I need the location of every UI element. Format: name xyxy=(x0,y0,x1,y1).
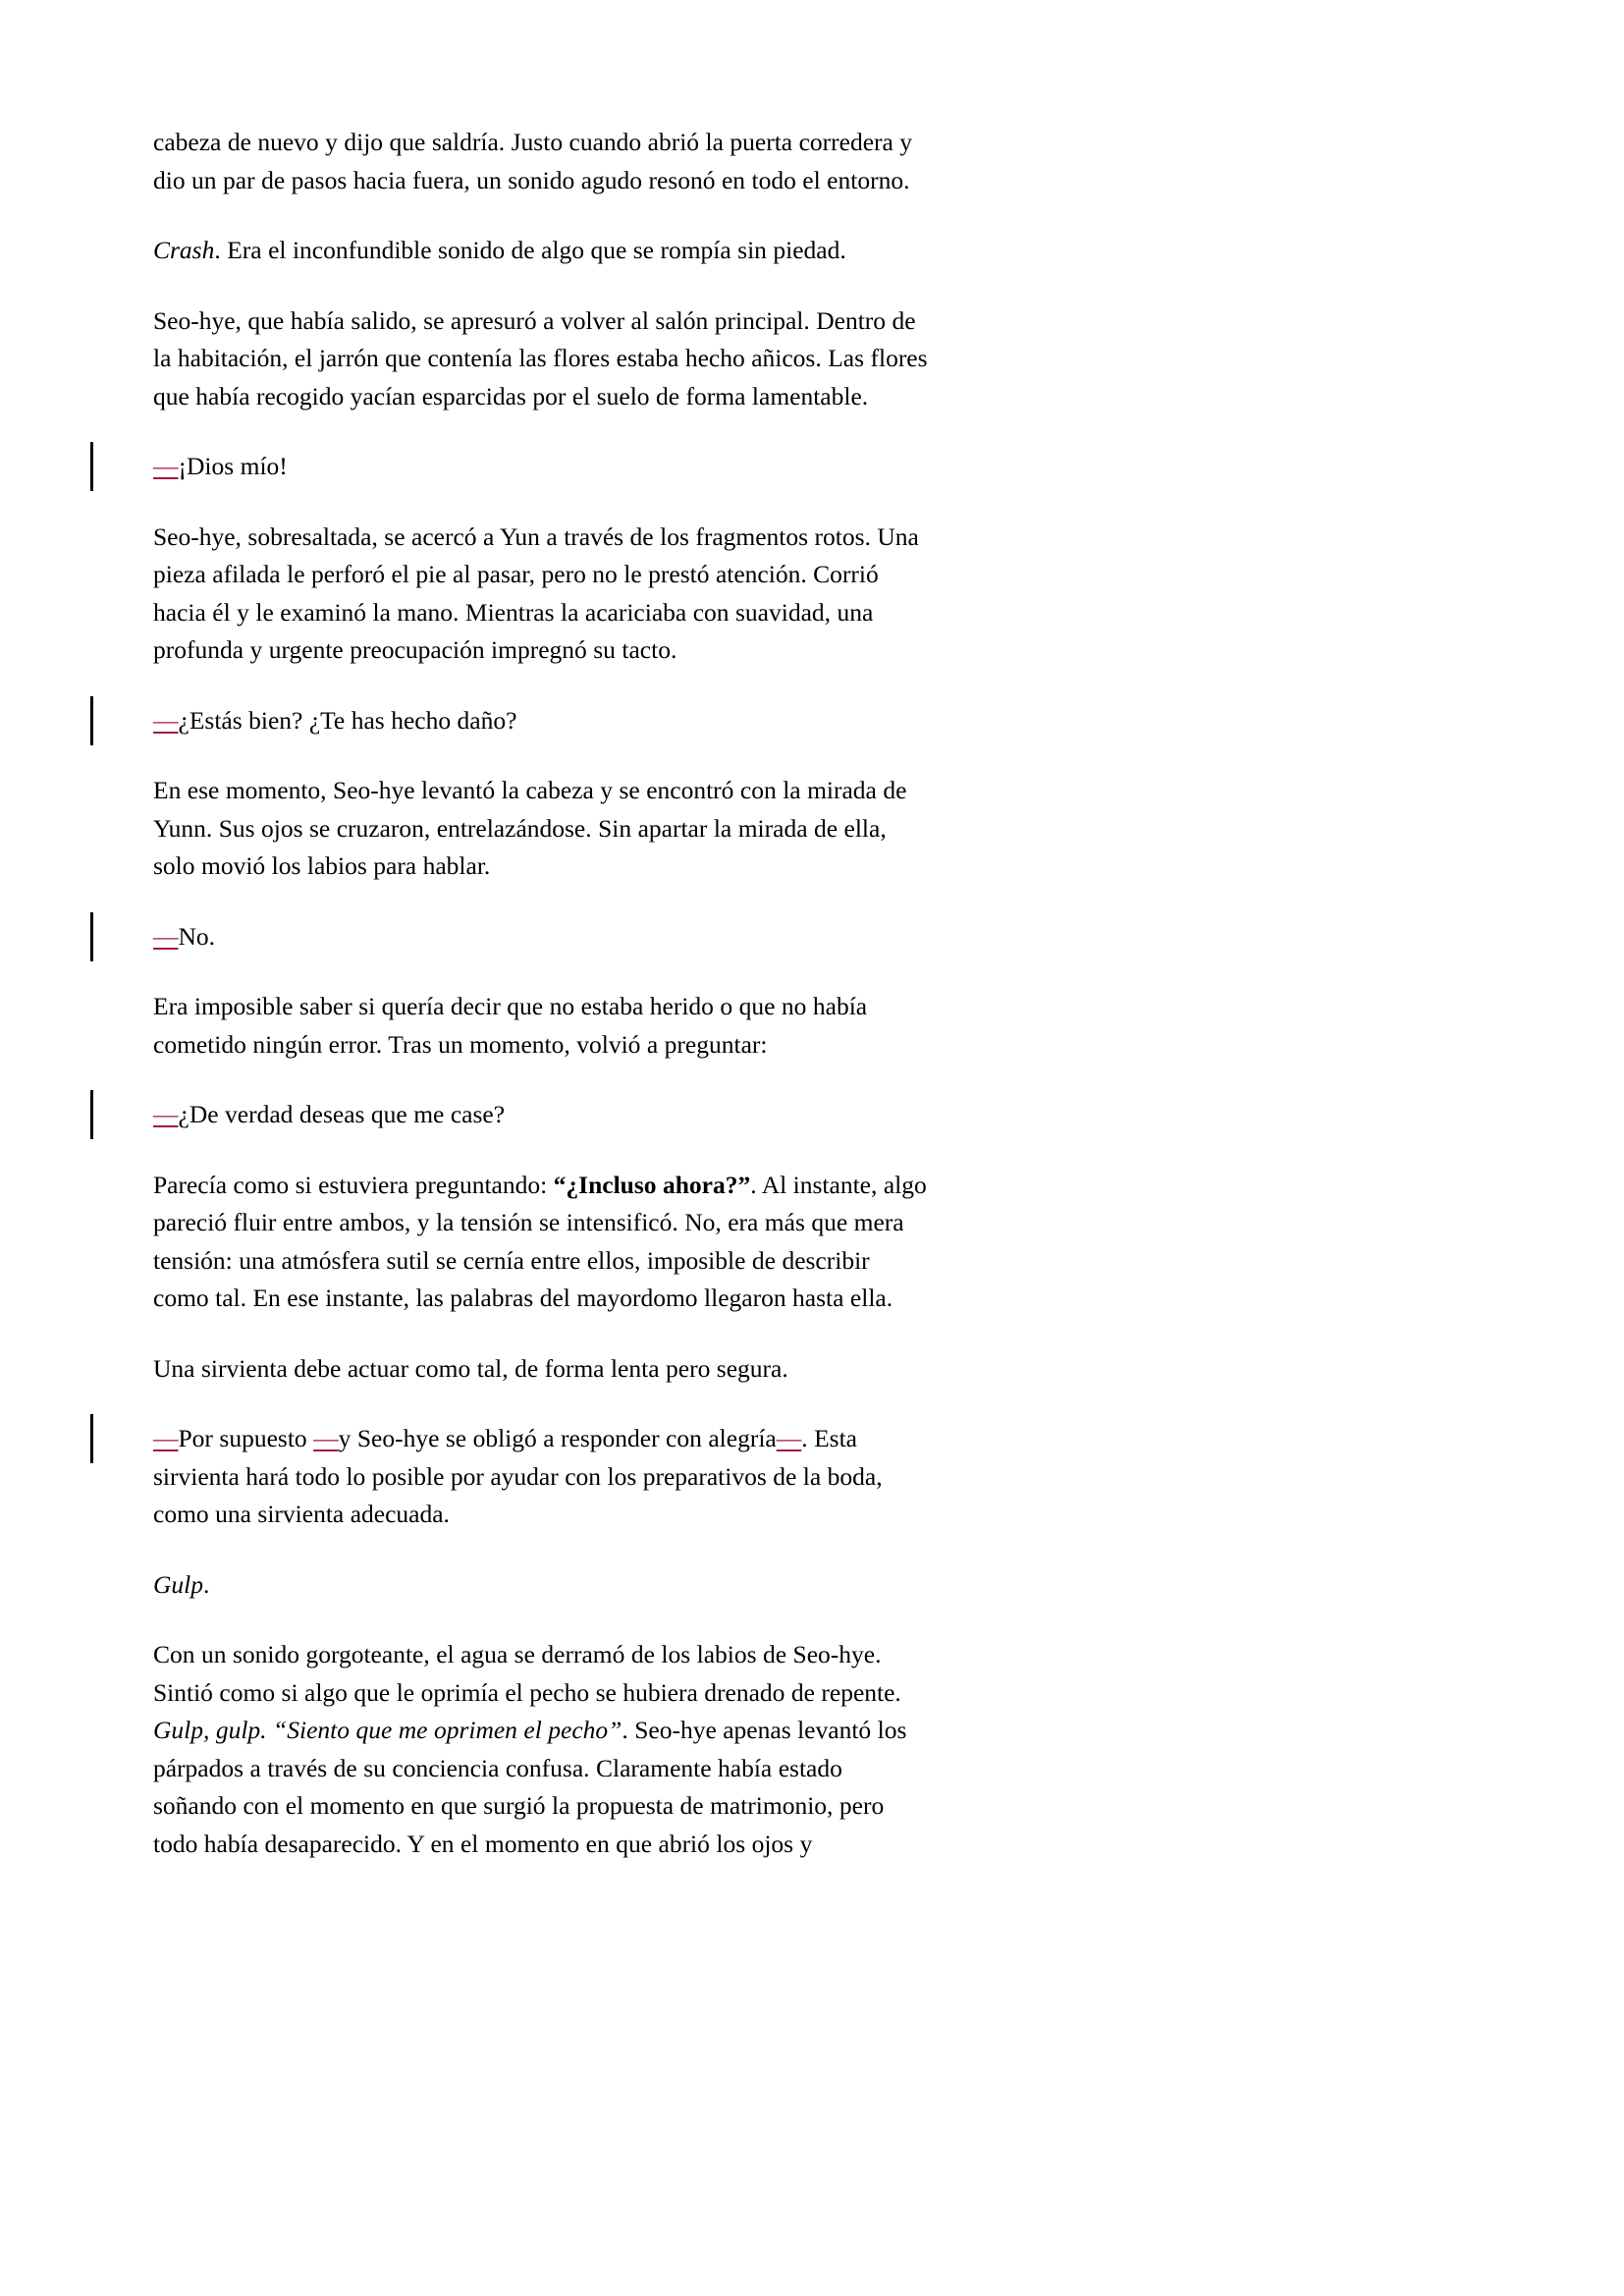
paragraph-3 xyxy=(153,302,929,416)
paragraph-15 xyxy=(153,1636,929,1863)
paragraph-9-text: Era imposible saber si quería decir que no estaba herido o que no había cometido ningún error. Tras un momento, volvió a preguntar: xyxy=(153,992,868,1059)
paragraph-1-text: cabeza de nuevo y dijo que saldría. Justo cuando abrió la puerta corredera y dio un par de pasos hacia fuera, un sonido agudo resonó en todo el entorno. xyxy=(153,128,913,194)
dialogue-text-5c: . Esta sirvienta hará todo lo posible por ayudar con los preparativos de la boda, como una sirvienta adecuada. xyxy=(153,1424,883,1528)
paragraph-9 xyxy=(153,988,929,1064)
paragraph-11-after: . Al instante, algo pareció fluir entre ambos, y la tensión se intensificó. No, era más que mera tensión: una atmósfera sutil se cernía entre ellos, imposible de describir como tal. En ese instante, las palabras del mayordomo llegaron hasta ella. xyxy=(153,1170,927,1312)
paragraph-gulp-text: . xyxy=(203,1569,210,1599)
dialogue-text-1: ¡Dios mío! xyxy=(178,452,288,480)
paragraph-11-before: Parecía como si estuviera preguntando: xyxy=(153,1170,554,1199)
em-dash-marker: — xyxy=(153,1424,179,1452)
paragraph-15-seg3: . Seo-hye apenas levantó los párpados a través de su conciencia confusa. Claramente había estado soñando con el momento en que surgió la propuesta de matrimonio, pero todo había desaparecido. Y en el momento en que abrió los ojos y xyxy=(153,1716,907,1858)
paragraph-7 xyxy=(153,772,929,886)
em-dash-marker: — xyxy=(153,1100,179,1128)
paragraph-1 xyxy=(153,124,929,199)
italic-word-gulp: Gulp xyxy=(153,1569,203,1599)
dialogue-text-3: No. xyxy=(178,921,216,951)
em-dash-marker: — xyxy=(153,921,179,951)
em-dash-marker: — xyxy=(776,1424,802,1452)
italic-quote-siento: “Siento que me oprimen el pecho” xyxy=(273,1716,623,1744)
document-body xyxy=(153,124,929,1863)
dialogue-line-no xyxy=(153,918,929,957)
em-dash-marker: — xyxy=(313,1424,339,1452)
paragraph-3-text: Seo-hye, que había salido, se apresuró a volver al salón principal. Dentro de la habitación, el jarrón que contenía las flores estaba hecho añicos. Las flores que había recogido yacían esparcidas por el suelo de forma lamentable. xyxy=(153,305,928,410)
dialogue-text-4: ¿De verdad deseas que me case? xyxy=(178,1100,506,1128)
paragraph-12 xyxy=(153,1350,929,1389)
dialogue-line-de-verdad xyxy=(153,1096,929,1134)
paragraph-5 xyxy=(153,519,929,670)
dialogue-text-2: ¿Estás bien? ¿Te has hecho daño? xyxy=(178,705,517,735)
em-dash-marker: — xyxy=(153,705,179,735)
paragraph-5-text: Seo-hye, sobresaltada, se acercó a Yun a través de los fragmentos rotos. Una pieza afilada le perforó el pie al pasar, pero no le prestó atención. Corrió hacia él y le examinó la mano. Mientras la acariciaba con suavidad, una profunda y urgente preocupación impregnó su tacto. xyxy=(153,521,919,664)
dialogue-line-por-supuesto xyxy=(153,1420,929,1534)
paragraph-15-seg1: Con un sonido gorgoteante, el agua se derramó de los labios de Seo-hye. Sintió como si algo que le oprimía el pecho se hubiera drenado de repente. xyxy=(153,1640,901,1707)
em-dash-marker: — xyxy=(153,452,179,480)
paragraph-2-text: . Era el inconfundible sonido de algo que se rompía sin piedad. xyxy=(214,236,846,264)
italic-gulp-gulp: Gulp, gulp. xyxy=(153,1716,267,1744)
italic-word-crash: Crash xyxy=(153,236,215,264)
dialogue-line-dios-mio xyxy=(153,448,929,486)
dialogue-line-estas-bien xyxy=(153,702,929,740)
paragraph-7-text: En ese momento, Seo-hye levantó la cabeza y se encontró con la mirada de Yunn. Sus ojos se cruzaron, entrelazándose. Sin apartar la mirada de ella, solo movió los labios para hablar. xyxy=(153,776,907,880)
bold-quote-incluso-ahora: “¿Incluso ahora?” xyxy=(553,1170,751,1199)
paragraph-12-text: Una sirvienta debe actuar como tal, de forma lenta pero segura. xyxy=(153,1353,788,1383)
paragraph-11 xyxy=(153,1167,929,1318)
dialogue-text-5b: y Seo-hye se obligó a responder con alegría xyxy=(338,1424,777,1452)
paragraph-gulp xyxy=(153,1566,929,1605)
paragraph-2 xyxy=(153,232,929,270)
dialogue-text-5a: Por supuesto xyxy=(178,1424,314,1452)
